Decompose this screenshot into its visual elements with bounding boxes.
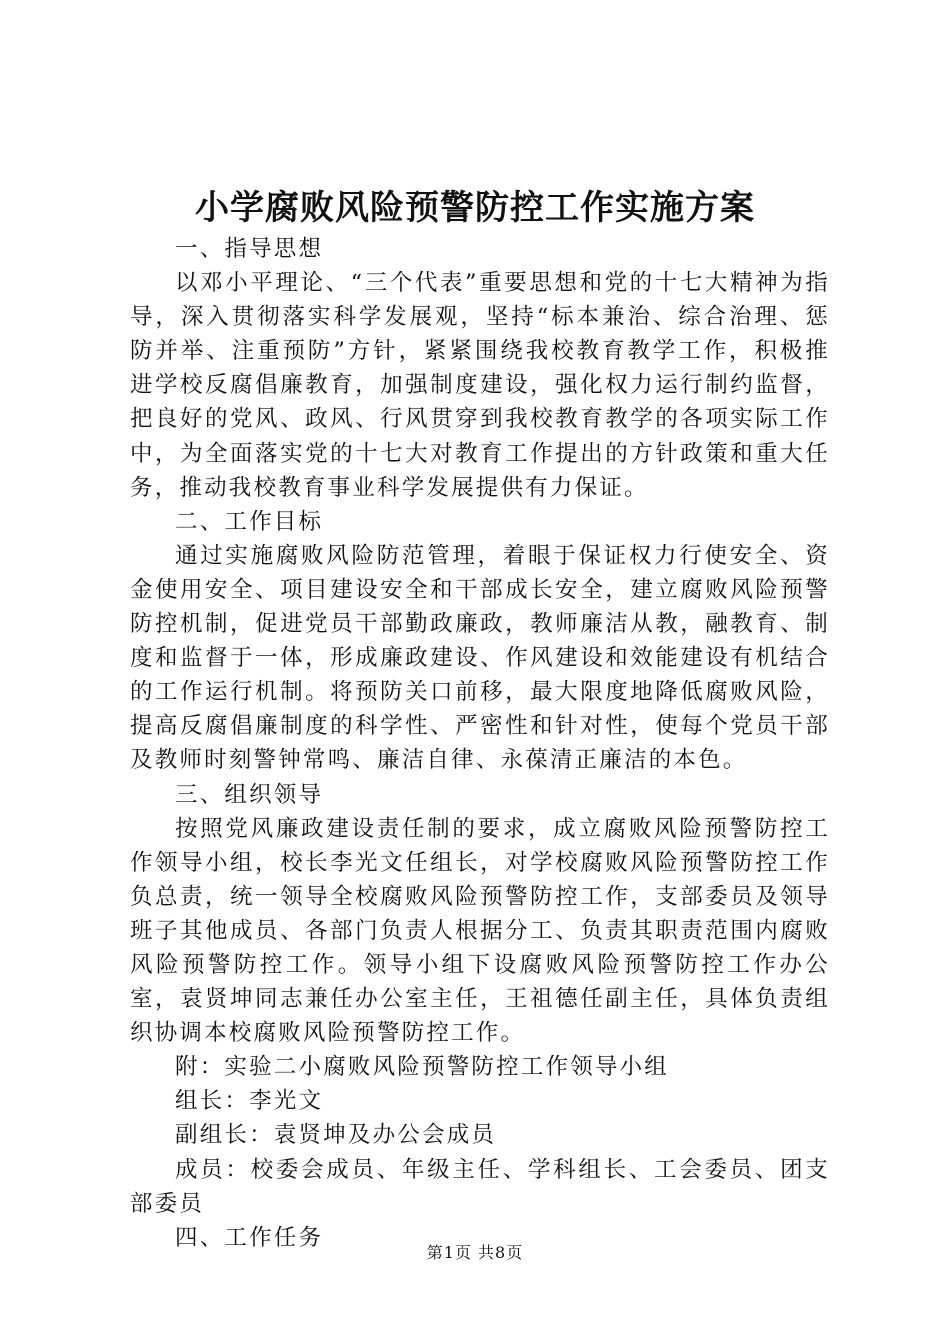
appendix-line: 附：实验二小腐败风险预警防控工作领导小组 (175, 1054, 670, 1081)
paragraph-organization: 按照党风廉政建设责任制的要求，成立腐败风险预警防控工作领导小组，校长李光文任组长，对学校腐败风险预警防控工作负总责，统一领导全校腐败风险预警防控工作，支部委员及领导班子其他成员、各部门负责人根据分工、负责其职责范围内腐败风险预警防控工作。领导小组下设腐败风险预警防控工作办公室，袁贤坤同志兼任办公室主任，王祖德任副主任，具体负责组织协调本校腐败风险预警防控工作。 (130, 815, 830, 1047)
document-body (130, 232, 830, 1255)
paragraph-work-goals: 通过实施腐败风险防范管理，着眼于保证权力行使安全、资金使用安全、项目建设安全和干部成长安全，建立腐败风险预警防控机制，促进党员干部勤政廉政，教师廉洁从教，融教育、制度和监督于一体，形成廉政建设、作风建设和效能建设有机结合的工作运行机制。将预防关口前移，最大限度地降低腐败风险，提高反腐倡廉制度的科学性、严密性和针对性，使每个党员干部及教师时刻警钟常鸣、廉洁自律、永葆清正廉洁的本色。 (130, 542, 830, 774)
section-heading-work-goals: 二、工作目标 (175, 508, 324, 535)
group-leader-line: 组长：李光文 (175, 1088, 324, 1115)
section-heading-work-tasks: 四、工作任务 (175, 1224, 324, 1251)
deputy-leader-line: 副组长：袁贤坤及办公会成员 (175, 1122, 497, 1149)
members-line: 成员：校委会成员、年级主任、学科组长、工会委员、团支部委员 (130, 1156, 830, 1217)
paragraph-guiding-ideology: 以邓小平理论、“三个代表”重要思想和党的十七大精神为指导，深入贯彻落实科学发展观，坚持“标本兼治、综合治理、惩防并举、注重预防”方针，紧紧围绕我校教育教学工作，积极推进学校反腐倡廉教育，加强制度建设，强化权力运行制约监督，把良好的党风、政风、行风贯穿到我校教育教学的各项实际工作中，为全面落实党的十七大对教育工作提出的方针政策和重大任务，推动我校教育事业科学发展提供有力保证。 (130, 270, 830, 501)
document-title: 小学腐败风险预警防控工作实施方案 (195, 188, 755, 228)
section-heading-guiding-ideology: 一、指导思想 (175, 236, 324, 262)
section-heading-organization: 三、组织领导 (175, 781, 324, 808)
page-footer: 第1页 共8页 (426, 1243, 524, 1262)
